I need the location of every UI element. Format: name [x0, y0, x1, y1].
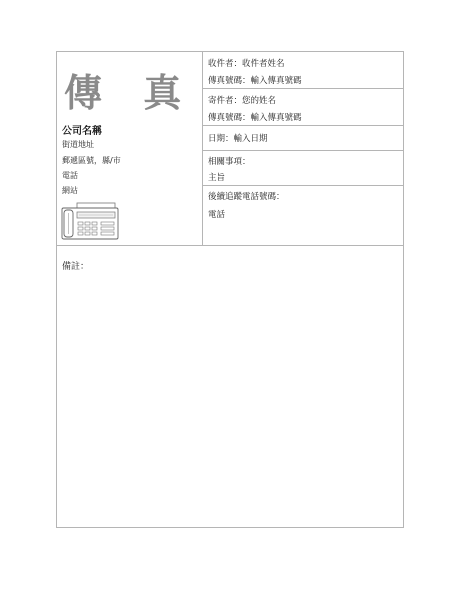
sender-cell — [203, 89, 403, 126]
regarding-cell — [203, 151, 403, 186]
followup-label: 後續追蹤電話號碼： — [208, 192, 285, 202]
followup-phone[interactable]: 電話 — [208, 210, 226, 220]
sender-company-panel — [57, 52, 203, 245]
sender-name[interactable]: 寄件者：您的姓名 — [208, 96, 277, 106]
recipient-fax-number[interactable]: 傳真號碼：輸入傳真號碼 — [208, 76, 302, 86]
postal-city: 郵遞區號，縣/市 — [62, 156, 121, 165]
recipient-name[interactable]: 收件者：收件者姓名 — [208, 59, 285, 69]
company-name: 公司名稱 — [62, 126, 102, 137]
street-address: 街道地址 — [62, 140, 94, 149]
company-phone: 電話 — [62, 171, 78, 180]
date-field[interactable]: 日期：輸入日期 — [208, 134, 268, 144]
notes-label[interactable]: 備註： — [62, 262, 90, 272]
regarding-subject[interactable]: 主旨 — [208, 173, 226, 183]
fax-machine-icon — [61, 202, 119, 240]
fax-details-panel — [203, 52, 403, 245]
company-website: 網站 — [62, 186, 78, 195]
fax-title: 傳 真 — [64, 71, 196, 115]
regarding-label: 相關事項： — [208, 157, 251, 167]
header-section — [57, 52, 403, 246]
recipient-cell — [203, 52, 403, 89]
sender-fax-number[interactable]: 傳真號碼：輸入傳真號碼 — [208, 113, 302, 123]
followup-cell — [203, 186, 403, 246]
date-cell — [203, 126, 403, 151]
fax-cover-sheet — [56, 51, 404, 528]
